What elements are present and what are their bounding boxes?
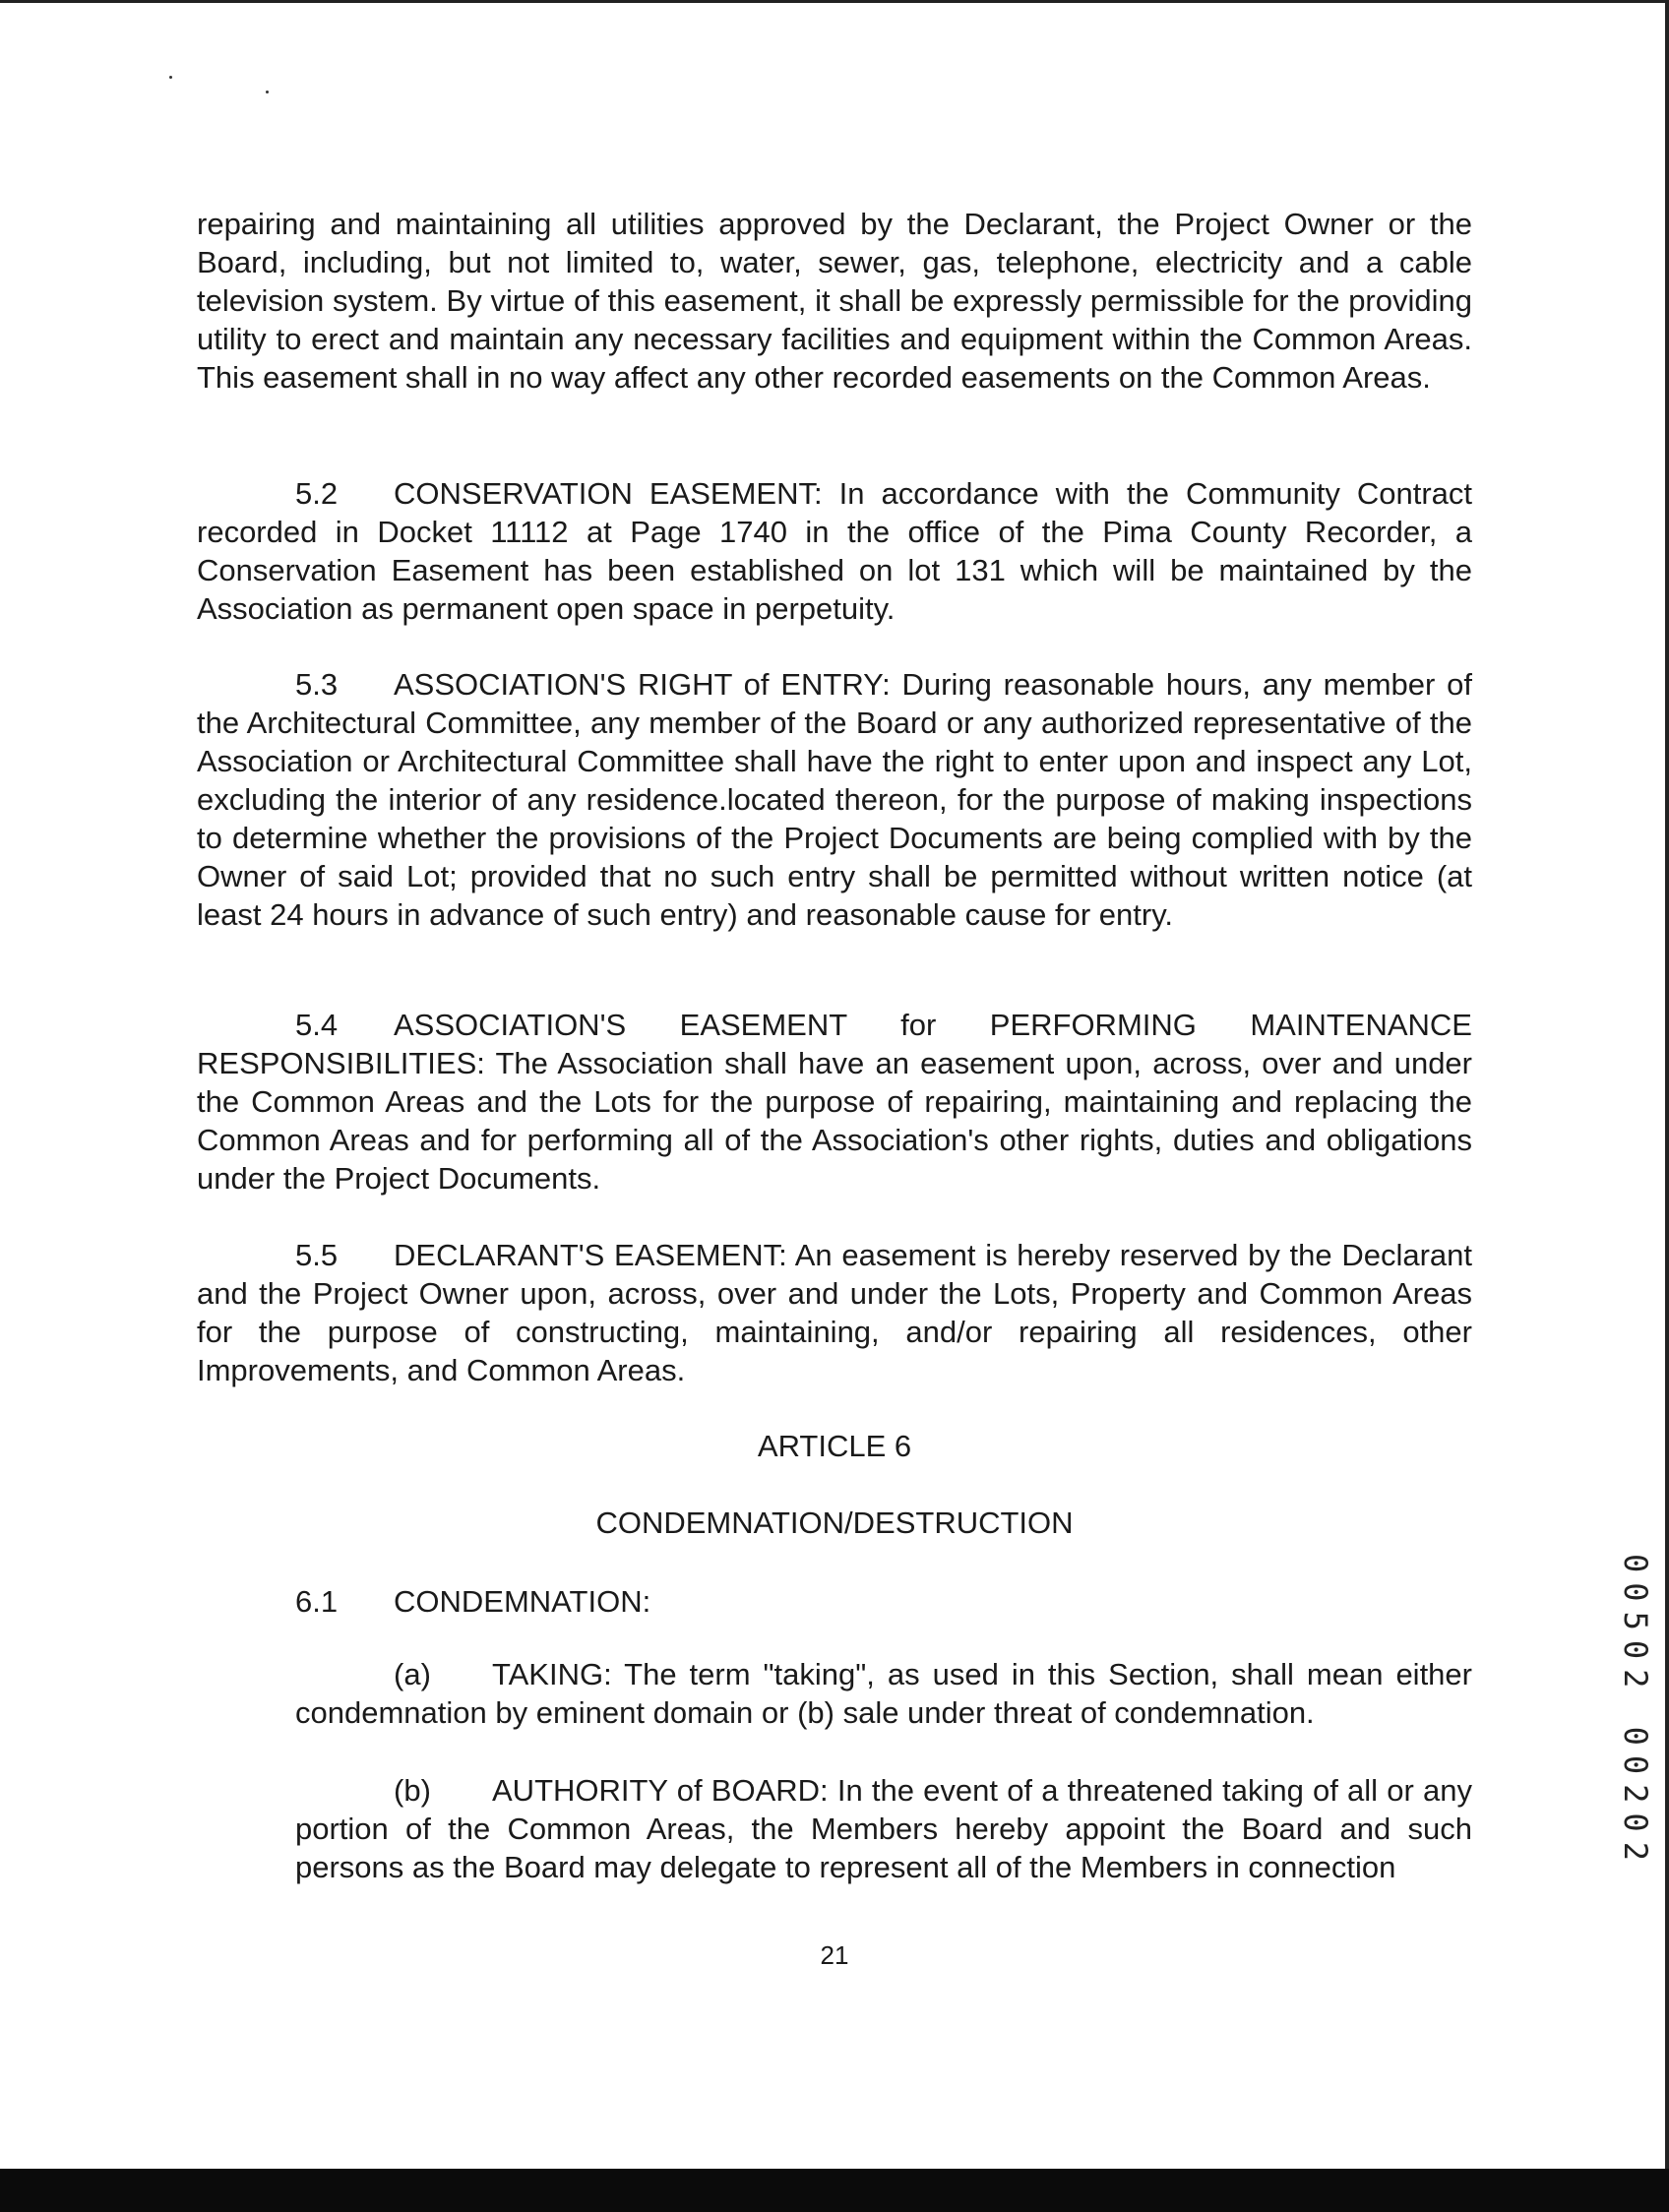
subsection-a [295,1655,1472,1732]
section-5-3 [197,665,1472,934]
article-heading: ARTICLE 6 [757,1429,912,1463]
section-number: 5.3 [295,667,339,702]
subsection-label: (b) [394,1773,431,1808]
scan-right-border [1665,0,1669,2212]
scan-bottom-band [0,2169,1669,2212]
page-number: 21 [820,1940,849,1970]
recording-stamp [1606,1550,1665,1874]
section-6-1-heading [295,1582,650,1621]
subsection-text: TAKING: The term "taking", as used in this Section, shall mean either condemnation by eminent domain or (b) sale under threat of condemnation. [295,1657,1472,1730]
section-5-2 [197,474,1472,628]
section-number: 5.2 [295,476,339,511]
subsection-label: (a) [394,1657,431,1691]
scan-speck [169,76,172,79]
section-text: ASSOCIATION'S RIGHT of ENTRY: During reasonable hours, any member of the Architectural Committee, any member of the Board or any authorized representative of the Association or Architectural Committee shall have the right to enter upon and inspect any Lot, excluding the interior of any residence.located thereon, for the purpose of making inspections to determine whether the provisions of the Project Documents are being complied with by the Owner of said Lot; provided that no such entry shall be permitted without written notice (at least 24 hours in advance of such entry) and reasonable cause for entry. [197,667,1472,932]
scan-top-border [0,0,1669,3]
article-title: CONDEMNATION/DESTRUCTION [595,1505,1074,1540]
subsection-text: AUTHORITY of BOARD: In the event of a threatened taking of all or any portion of the Common Areas, the Members hereby appoint the Board and such persons as the Board may delegate to represent all of the Members in connection [295,1773,1472,1884]
scan-speck [266,91,269,93]
continuation-paragraph: repairing and maintaining all utilities approved by the Declarant, the Project Owner or the Board, including, but not limited to, water, sewer, gas, telephone, electricity and a cable television system. By virtue of this easement, it shall be expressly permissible for the providing utility to erect and maintain any necessary facilities and equipment within the Common Areas. This easement shall in no way affect any other recorded easements on the Common Areas. [197,207,1472,395]
section-5-4 [197,1006,1472,1198]
recording-stamp-text: 00502 00202 [1617,1554,1654,1871]
section-number: 6.1 [295,1584,339,1619]
section-text: ASSOCIATION'S EASEMENT for PERFORMING MAINTENANCE RESPONSIBILITIES: The Association shall have an easement upon, across, over and under the Common Areas and the Lots for the purpose of repairing, maintaining and replacing the Common Areas and for performing all of the Association's other rights, duties and obligations under the Project Documents. [197,1008,1472,1196]
section-title: CONDEMNATION: [394,1584,651,1619]
section-number: 5.4 [295,1008,339,1042]
section-number: 5.5 [295,1238,339,1272]
section-5-5 [197,1236,1472,1389]
subsection-b [295,1771,1472,1886]
section-text: CONSERVATION EASEMENT: In accordance with the Community Contract recorded in Docket 11112 at Page 1740 in the office of the Pima County Recorder, a Conservation Easement has been established on lot 131 which will be maintained by the Association as permanent open space in perpetuity. [197,476,1472,626]
section-text: DECLARANT'S EASEMENT: An easement is hereby reserved by the Declarant and the Project Owner upon, across, over and under the Lots, Property and Common Areas for the purpose of constructing, maintaining, and/or repairing all residences, other Improvements, and Common Areas. [197,1238,1472,1387]
